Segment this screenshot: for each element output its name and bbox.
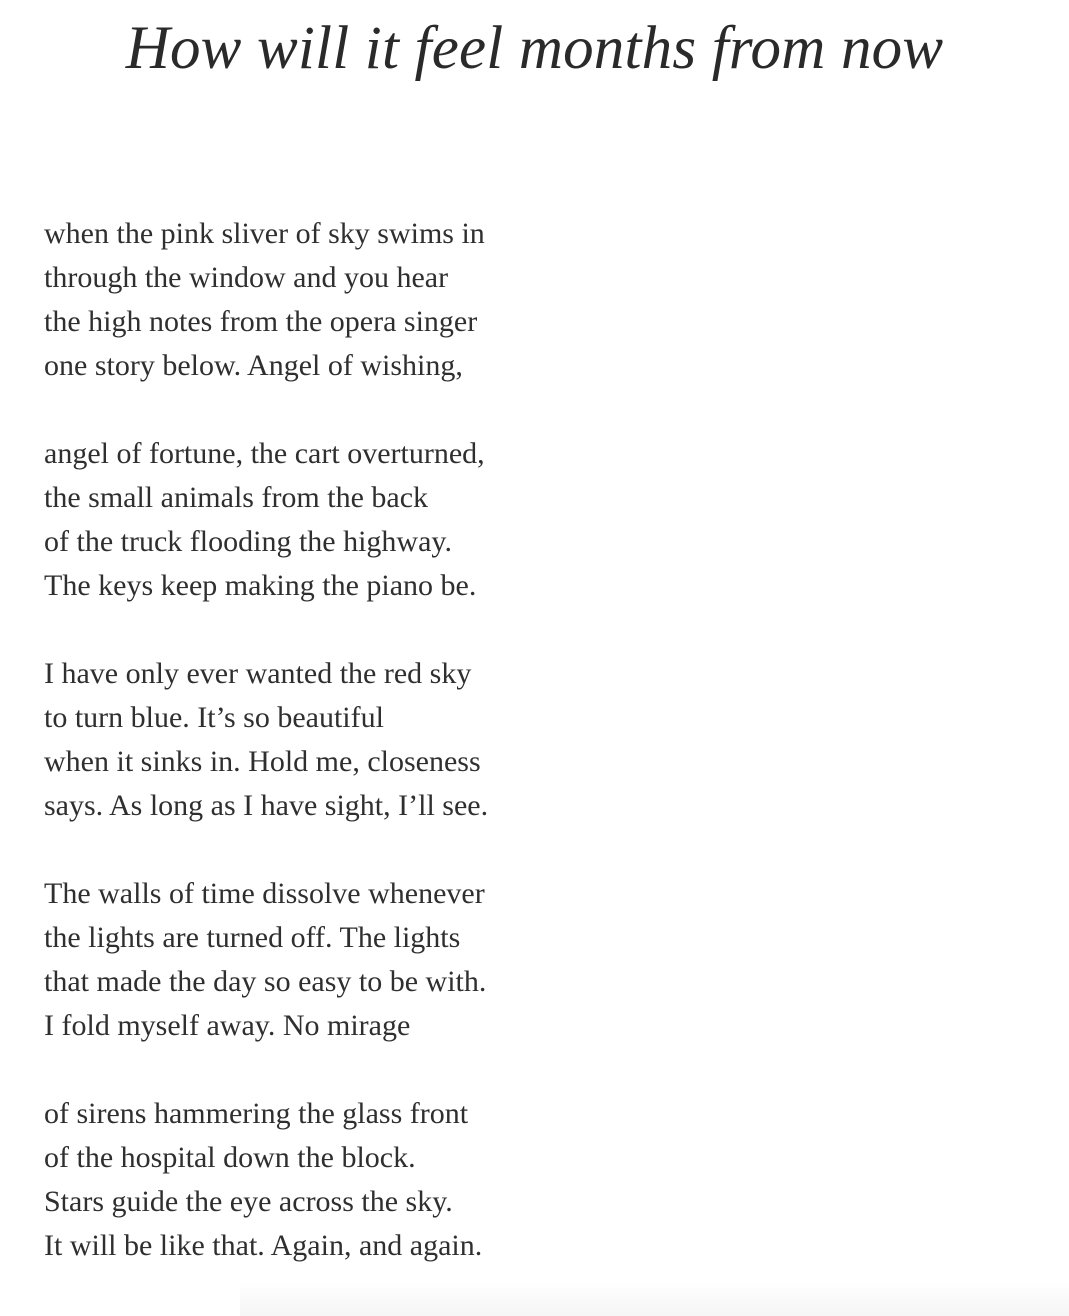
poem-line: through the window and you hear	[44, 261, 449, 294]
poem-line: of the hospital down the block.	[44, 1141, 416, 1174]
poem-line: one story below. Angel of wishing,	[44, 349, 463, 382]
stanza	[44, 652, 664, 828]
poem-line: The keys keep making the piano be.	[44, 569, 477, 602]
stanza	[44, 872, 664, 1048]
poem-line: I have only ever wanted the red sky	[44, 657, 472, 690]
bottom-shadow	[240, 1282, 1069, 1316]
poem-title: How will it feel months from now	[125, 15, 944, 82]
poem-line: It will be like that. Again, and again.	[44, 1229, 483, 1262]
poem-line: says. As long as I have sight, I’ll see.	[44, 789, 489, 822]
poem-line: when the pink sliver of sky swims in	[44, 217, 485, 250]
poem-line: the high notes from the opera singer	[44, 305, 478, 338]
poem-line: angel of fortune, the cart overturned,	[44, 437, 485, 470]
poem-line: Stars guide the eye across the sky.	[44, 1185, 453, 1218]
poem-line: I fold myself away. No mirage	[44, 1009, 411, 1042]
poem-line: the small animals from the back	[44, 481, 429, 514]
poem-body	[44, 212, 664, 1268]
poem-line: of sirens hammering the glass front	[44, 1097, 469, 1130]
poem-line: of the truck flooding the highway.	[44, 525, 452, 558]
poem-line: The walls of time dissolve whenever	[44, 877, 485, 910]
poem-line: when it sinks in. Hold me, closeness	[44, 745, 481, 778]
stanza	[44, 212, 664, 388]
stanza	[44, 1092, 664, 1268]
stanza	[44, 432, 664, 608]
poem-line: to turn blue. It’s so beautiful	[44, 701, 384, 734]
poem-line: the lights are turned off. The lights	[44, 921, 461, 954]
poem-line: that made the day so easy to be with.	[44, 965, 487, 998]
